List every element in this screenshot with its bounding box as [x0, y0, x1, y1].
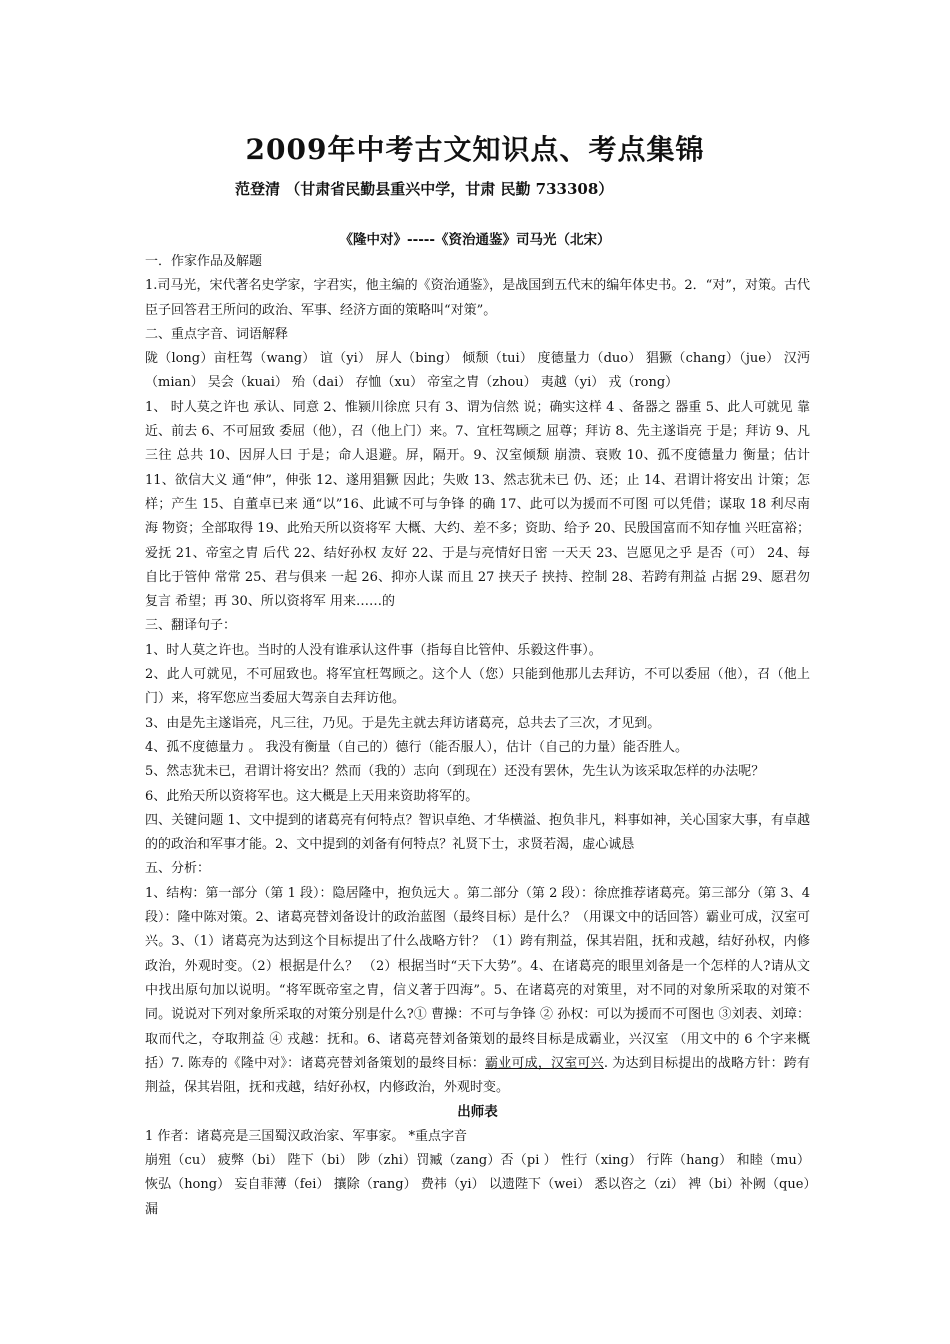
- paragraph: 三、翻译句子：: [145, 618, 237, 634]
- section-title-chushibiao: 出师表: [457, 1104, 498, 1121]
- paragraph: 一．作家作品及解题: [145, 254, 263, 269]
- paragraph: 2、此人可就见，不可屈致也。将军宜枉驾顾之。这个人（您）只能到他那儿去拜访，不可以委屈（他），召（他上门）来，将军您应当委屈大驾亲自去拜访他。: [145, 667, 810, 707]
- paragraph: 1、 时人莫之许也 承认、同意 2、惟颍川徐庶 只有 3、谓为信然 说；确实这样 4 、备器之 器重 5、此人可就见 靠近、前去 6、不可屈致 委屈（他），召（他上门）来。7、宜枉驾顾之 屈尊；拜访 8、先主遂诣亮 于是；拜访 9、凡三往 总共 10、因屏人曰 于是；命人退避。屏，隔开。9、汉室倾颓 崩溃、衰败 10、孤不度德量力 衡量；估计 11、欲信大义 通“伸”，伸张 12、遂用猖獗 因此；失败 13、然志犹未已 仍、还；止 14、君谓计将安出 计策；怎样；产生 15、自董卓已来 通“以”16、此诚不可与争锋 的确 17、此可以为援而不可图 可以凭借；谋取 18 利尽南海 物资；全部取得 19、此殆天所以资将军 大概、大约、差不多；资助、给予 20、民殷国富而不知存恤 兴旺富裕；爱抚 21、帝室之胄 后代 22、结好孙权 友好 22、于是与亮情好日密 一天天 23、岂愿见之乎 是否（可） 24、每自比于管仲 常常 25、君与俱来 一起 26、抑亦人谋 而且 27 挟天子 挟持、控制 28、若跨有荆益 占据 29、愿君勿复言 希望；再 30、所以资将军 用来……的: [145, 399, 810, 610]
- paragraph: 1.司马光，宋代著名史学家，字君实，他主编的《资治通鉴》，是战国到五代末的编年体史书。2．“对”，对策。古代臣子回答君王所问的政治、军事、经济方面的策略叫“对策”。: [145, 278, 810, 318]
- paragraph: 5、然志犹未已，君谓计将安出？然而（我的）志向（到现在）还没有罢休，先生认为该采取怎样的办法呢？: [145, 764, 765, 780]
- paragraph: 3、由是先主遂诣亮，凡三往，乃见。于是先主就去拜访诸葛亮，总共去了三次，才见到。: [145, 715, 661, 731]
- paragraph-text: 1、结构：第一部分（第 1 段）：隐居隆中，抱负远大 。第二部分（第 2 段）：徐庶推荐诸葛亮。第三部分（第 3、4 段）：隆中陈对策。2、诸葛亮替刘备设计的政治蓝图（最终目标）是什么？（用课文中的话回答）霸业可成，汉室可兴。3、（1）诸葛亮为达到这个目标提出了什么战略方针？（1）跨有荆益，保其岩阻，抚和戎越，结好孙权，内修政治，外观时变。（2）根据是什么？ （2）根据当时“天下大势”。4、在诸葛亮的眼里刘备是一个怎样的人?请从文中找出原句加以说明。“将军既帝室之胄，信义著于四海”。5、在诸葛亮的对策里，对不同的对象所采取的对策不同。说说对下列对象所采取的对策分别是什么?① 曹操：不可与争锋 ② 孙权：可以为援而不可图也 ③刘表、刘璋：取而代之，夺取荆益 ④ 戎越：抚和。6、诸葛亮替刘备策划的最终目标是成霸业，兴汉室 （用文中的 6 个字来概括）7. 陈寿的《隆中对》：诸葛亮替刘备策划的最终目标：: [145, 885, 810, 1071]
- paragraph-text: . 为达到目标提出的战略方针：跨有荆益，保其岩阻，抚和戎越，结好孙权，内修政治，外观时变。: [145, 1055, 810, 1096]
- paragraph: 1 作者：诸葛亮是三国蜀汉政治家、军事家。 *重点字音: [145, 1128, 468, 1144]
- paragraph: 二、重点字音、词语解释: [145, 326, 289, 342]
- paragraph: 崩殂（cu） 疲弊（bi） 陛下（bi） 陟（zhi）罚臧（zang）否（pi ） 性行（xing） 行阵（hang） 和睦（mu） 恢弘（hong） 妄自菲薄（fei） 攘除（rang） 费祎（yi） 以遗陛下（wei） 悉以咨之（zi） 裨（bi）补阙（que）漏: [145, 1152, 810, 1217]
- paragraph: 五、分析：: [145, 861, 211, 877]
- paragraph: [145, 882, 810, 1101]
- document-title: 2009年中考古文知识点、考点集锦: [245, 133, 705, 166]
- underlined-answer: 霸业可成，汉室可兴: [485, 1055, 604, 1071]
- paragraph: 陇（long）亩枉驾（wang） 谊（yi） 屏人（bing） 倾颓（tui） 度德量力（duo） 猖獗（chang）（jue） 汉沔（mian） 吴会（kuai） 殆（dai） 存恤（xu） 帝室之胄（zhou） 夷越（yi） 戎（rong）: [145, 351, 810, 391]
- paragraph: 4、孤不度德量力 。 我没有衡量（自己的）德行（能否服人），估计（自己的力量）能否胜人。: [145, 739, 689, 755]
- author-line: 范登清 （甘肃省民勤县重兴中学，甘肃 民勤 733308）: [235, 180, 614, 198]
- section-title-longzhongdui: 《隆中对》-----《资治通鉴》司马光（北宋）: [339, 232, 611, 248]
- body-text: [145, 250, 810, 1222]
- paragraph: 6、此殆天所以资将军也。这大概是上天用来资助将军的。: [145, 788, 479, 804]
- paragraph: 四、关键问题 1、文中提到的诸葛亮有何特点？智识卓绝、才华横溢、抱负非凡，料事如神，关心国家大事，有卓越的的政治和军事才能。2、文中提到的刘备有何特点？礼贤下士，求贤若渴，虚心诚恳: [145, 812, 810, 853]
- paragraph: 1、时人莫之许也。当时的人没有谁承认这件事（指每自比管仲、乐毅这件事）。: [145, 642, 602, 658]
